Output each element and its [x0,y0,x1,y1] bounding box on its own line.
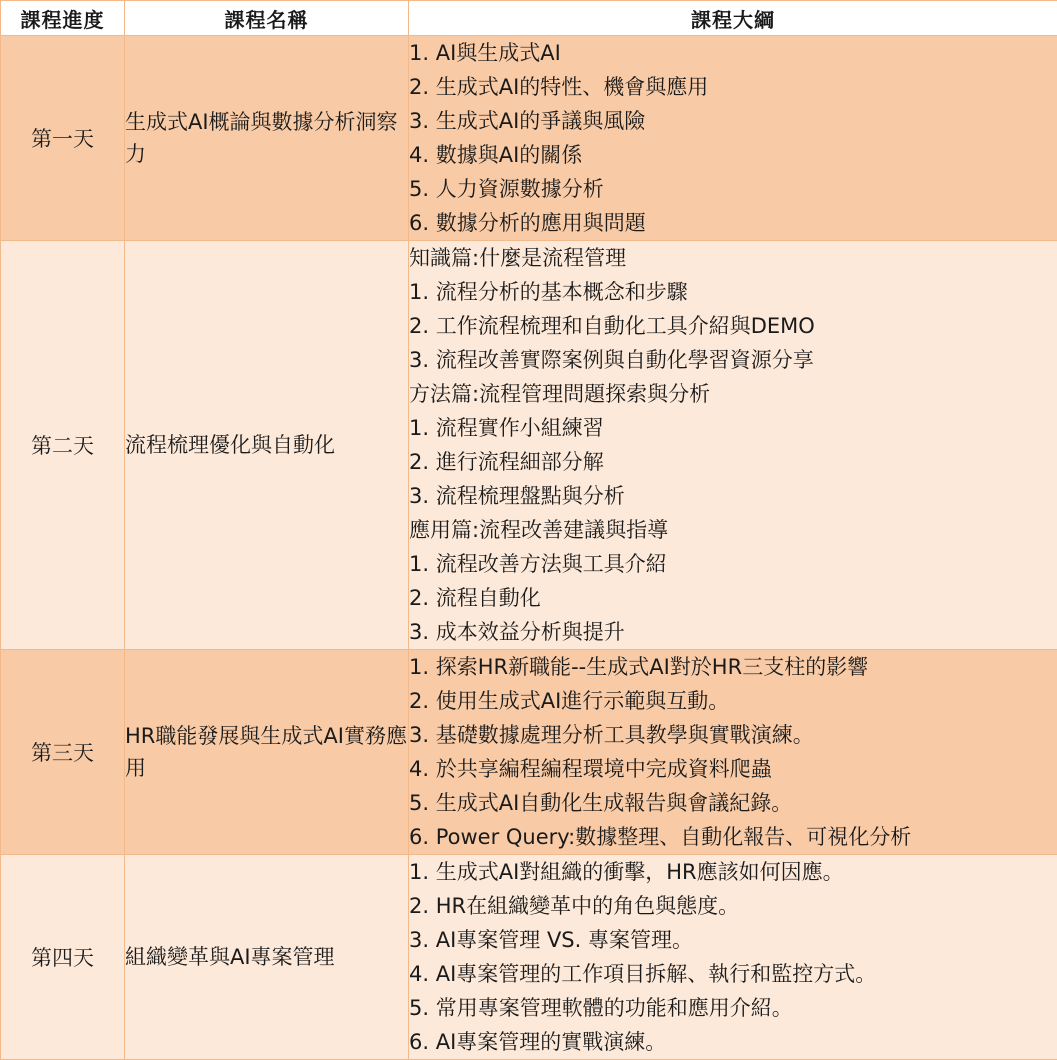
outline-item: 1. 探索HR新職能--生成式AI對於HR三支柱的影響 [409,650,1057,684]
table-row-day-4 [1,855,1057,1060]
outline-item: 1. 生成式AI對組織的衝擊，HR應該如何因應。 [409,855,1057,889]
table-row-day-2 [1,241,1057,650]
outline-item: 2. 進行流程細部分解 [409,445,1057,479]
outline-item: 3. 生成式AI的爭議與風險 [409,104,1057,138]
outline-item: 2. 流程自動化 [409,581,1057,615]
outline-item: 1. 流程分析的基本概念和步驟 [409,275,1057,309]
table-row-day-3 [1,650,1057,855]
outline-item: 1. 流程改善方法與工具介紹 [409,547,1057,581]
outline-item: 3. 流程梳理盤點與分析 [409,479,1057,513]
outline-item: 6. AI專案管理的實戰演練。 [409,1025,1057,1059]
outline-item: 1. 流程實作小組練習 [409,411,1057,445]
outline-item: 4. 數據與AI的關係 [409,138,1057,172]
course-name-cell: 生成式AI概論與數據分析洞察力 [125,36,409,241]
outline-section-heading: 方法篇:流程管理問題探索與分析 [409,377,1057,411]
course-name-cell: 流程梳理優化與自動化 [125,241,409,650]
header-progress: 課程進度 [1,1,125,36]
header-row [1,1,1057,36]
outline-item: 4. AI專案管理的工作項目拆解、執行和監控方式。 [409,957,1057,991]
day-cell: 第一天 [1,36,125,241]
outline-item: 5. 人力資源數據分析 [409,172,1057,206]
outline-cell [409,650,1057,855]
header-course-outline: 課程大綱 [409,1,1057,36]
outline-item: 3. AI專案管理 VS. 專案管理。 [409,923,1057,957]
header-course-name: 課程名稱 [125,1,409,36]
outline-item: 1. AI與生成式AI [409,36,1057,70]
outline-cell [409,855,1057,1060]
outline-item: 6. 數據分析的應用與問題 [409,206,1057,240]
day-cell: 第四天 [1,855,125,1060]
outline-item: 3. 基礎數據處理分析工具教學與實戰演練。 [409,718,1057,752]
outline-item: 2. HR在組織變革中的角色與態度。 [409,889,1057,923]
outline-cell [409,241,1057,650]
course-name-cell: 組織變革與AI專案管理 [125,855,409,1060]
outline-section-heading: 知識篇:什麼是流程管理 [409,241,1057,275]
outline-item: 6. Power Query:數據整理、自動化報告、可視化分析 [409,820,1057,854]
day-cell: 第二天 [1,241,125,650]
outline-item: 2. 使用生成式AI進行示範與互動。 [409,684,1057,718]
outline-section-heading: 應用篇:流程改善建議與指導 [409,513,1057,547]
table-row-day-1 [1,36,1057,241]
outline-item: 4. 於共享編程編程環境中完成資料爬蟲 [409,752,1057,786]
outline-item: 5. 生成式AI自動化生成報告與會議紀錄。 [409,786,1057,820]
day-cell: 第三天 [1,650,125,855]
outline-item: 3. 流程改善實際案例與自動化學習資源分享 [409,343,1057,377]
outline-cell [409,36,1057,241]
outline-item: 2. 生成式AI的特性、機會與應用 [409,70,1057,104]
outline-item: 3. 成本效益分析與提升 [409,615,1057,649]
outline-item: 2. 工作流程梳理和自動化工具介紹與DEMO [409,309,1057,343]
course-name-cell: HR職能發展與生成式AI實務應用 [125,650,409,855]
outline-item: 5. 常用專案管理軟體的功能和應用介紹。 [409,991,1057,1025]
